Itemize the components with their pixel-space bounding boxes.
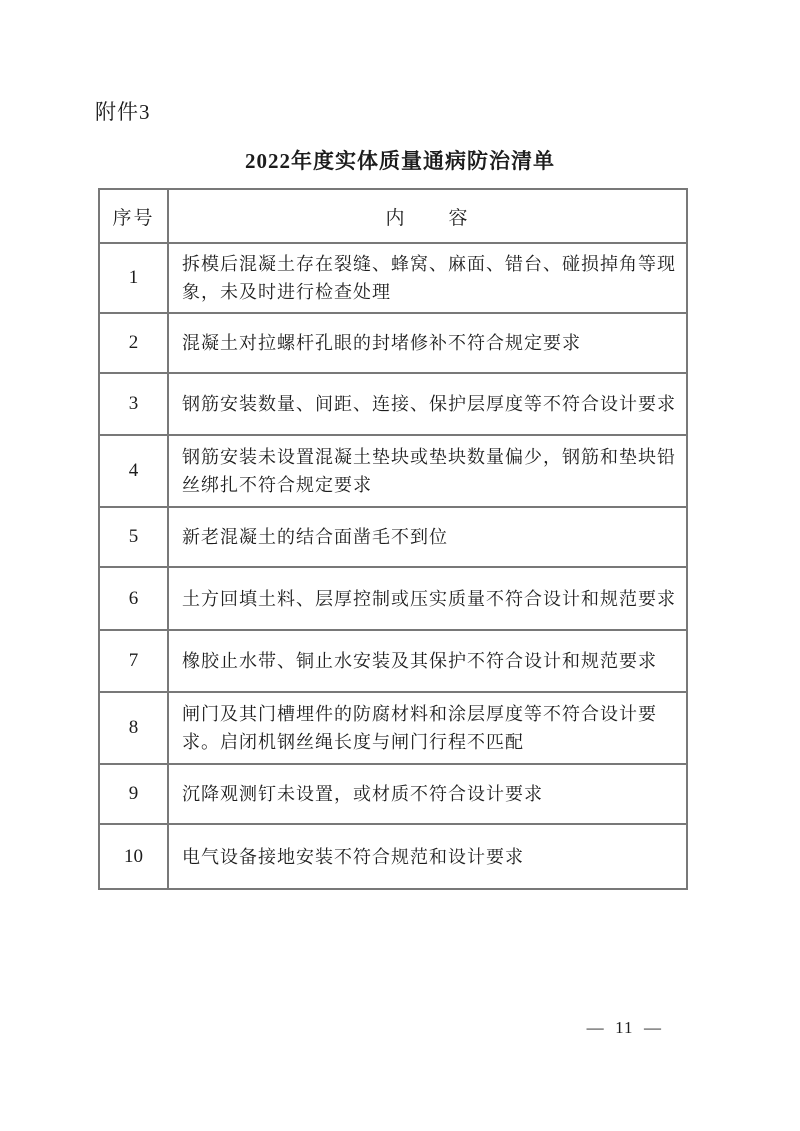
row-content: 钢筋安装未设置混凝土垫块或垫块数量偏少，钢筋和垫块铅丝绑扎不符合规定要求 (168, 435, 687, 507)
row-number: 2 (99, 313, 168, 373)
document-title: 2022年度实体质量通病防治清单 (245, 149, 555, 173)
row-content: 电气设备接地安装不符合规范和设计要求 (168, 824, 687, 889)
row-number: 9 (99, 764, 168, 824)
column-header-no: 序号 (99, 189, 168, 243)
attachment-label: 附件3 (95, 100, 151, 124)
table-header-row (99, 189, 687, 243)
row-number: 1 (99, 243, 168, 313)
row-content: 沉降观测钉未设置，或材质不符合设计要求 (168, 764, 687, 824)
row-content: 新老混凝土的结合面凿毛不到位 (168, 507, 687, 567)
table-row (99, 692, 687, 764)
defect-list-table (98, 188, 688, 890)
row-number: 6 (99, 567, 168, 630)
row-content: 拆模后混凝土存在裂缝、蜂窝、麻面、错台、碰损掉角等现象，未及时进行检查处理 (168, 243, 687, 313)
row-number: 5 (99, 507, 168, 567)
row-content: 土方回填土料、层厚控制或压实质量不符合设计和规范要求 (168, 567, 687, 630)
table-row (99, 630, 687, 692)
row-number: 4 (99, 435, 168, 507)
column-header-content: 内 容 (168, 189, 687, 243)
row-number: 7 (99, 630, 168, 692)
row-content: 钢筋安装数量、间距、连接、保护层厚度等不符合设计要求 (168, 373, 687, 435)
table-row (99, 243, 687, 313)
table-row (99, 507, 687, 567)
table-row (99, 435, 687, 507)
row-number: 8 (99, 692, 168, 764)
row-number: 3 (99, 373, 168, 435)
row-content: 橡胶止水带、铜止水安装及其保护不符合设计和规范要求 (168, 630, 687, 692)
row-number: 10 (99, 824, 168, 889)
page-number: — 11 — (586, 1018, 662, 1037)
table-row (99, 313, 687, 373)
table-row (99, 824, 687, 889)
row-content: 混凝土对拉螺杆孔眼的封堵修补不符合规定要求 (168, 313, 687, 373)
row-content: 闸门及其门槽埋件的防腐材料和涂层厚度等不符合设计要求。启闭机钢丝绳长度与闸门行程不匹配 (168, 692, 687, 764)
table-row (99, 373, 687, 435)
table-row (99, 567, 687, 630)
table-row (99, 764, 687, 824)
